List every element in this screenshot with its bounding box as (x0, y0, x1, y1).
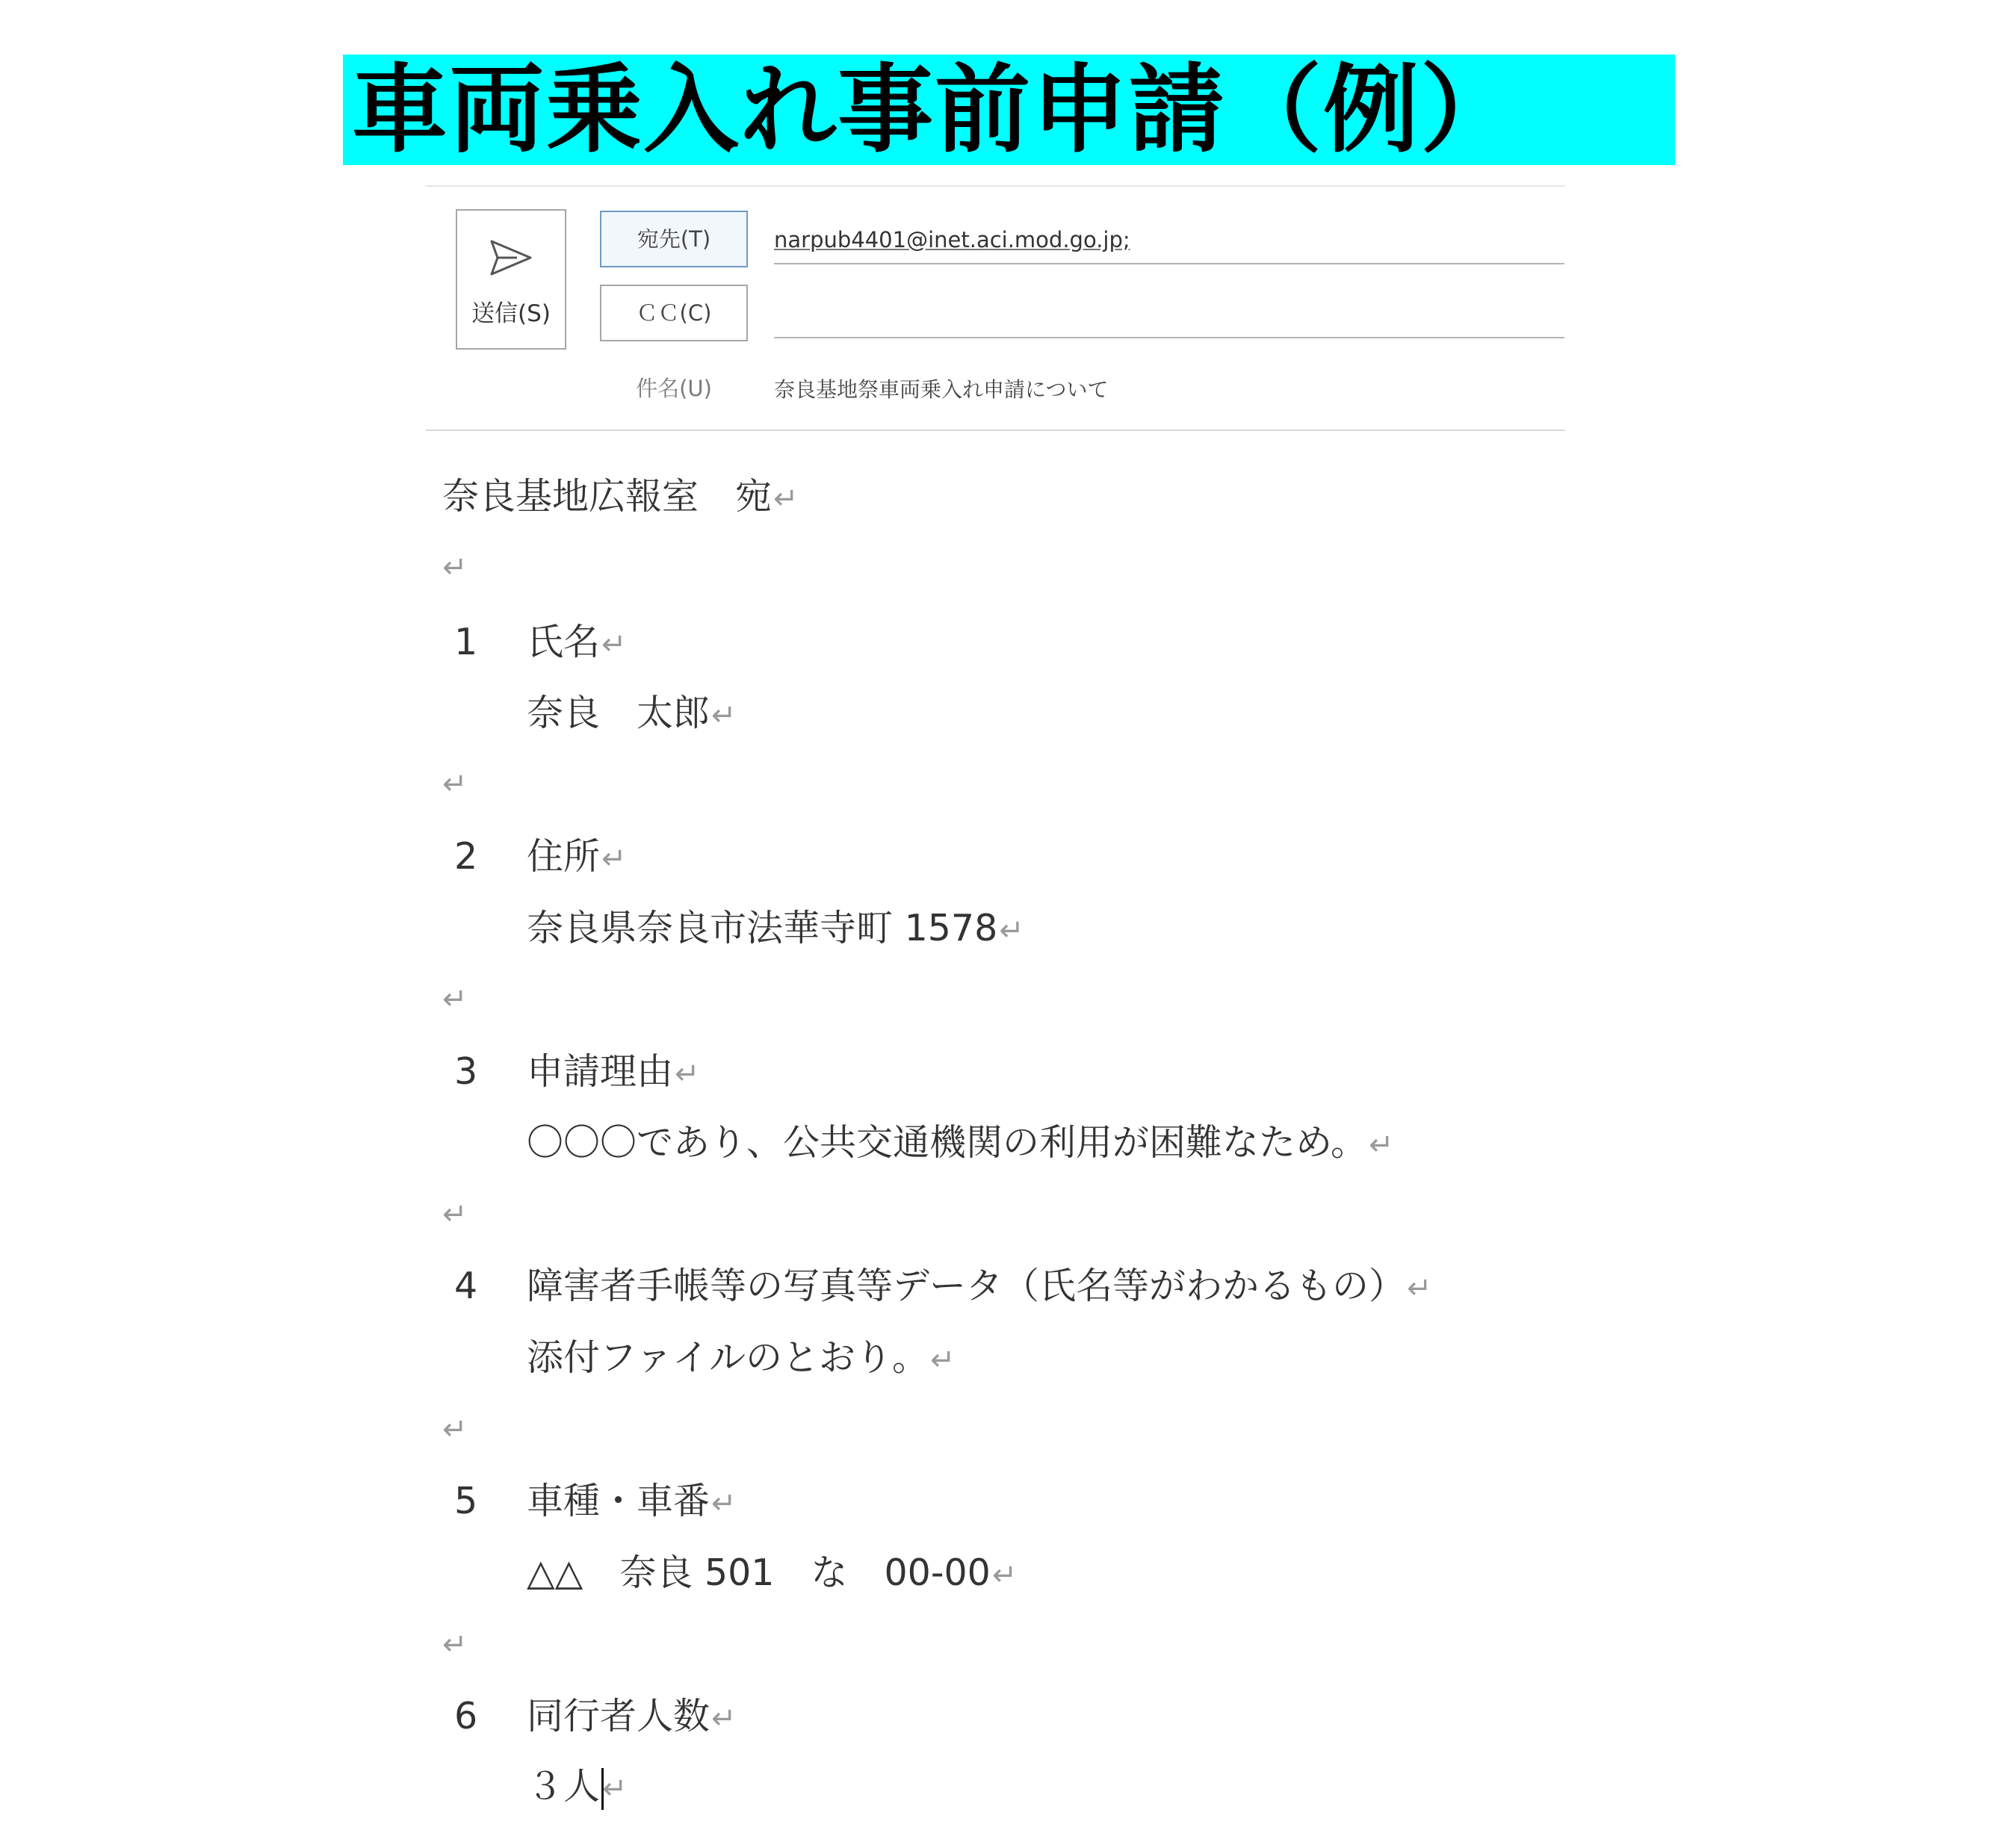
item-heading-line[interactable] (527, 1694, 737, 1741)
item-value-line[interactable] (527, 1120, 1394, 1168)
item-value: 〇〇〇であり、公共交通機関の利用が困難なため。 (527, 1121, 1368, 1164)
item-number: 1 (454, 621, 478, 663)
paragraph-mark: ↵ (773, 482, 799, 516)
send-icon (487, 237, 535, 279)
paragraph-mark: ↵ (1369, 1128, 1394, 1162)
empty-line[interactable]: ↵ (442, 551, 468, 585)
paragraph-mark: ↵ (601, 627, 627, 662)
paragraph-mark: ↵ (675, 1057, 700, 1091)
addressee-line[interactable] (442, 474, 799, 521)
empty-line[interactable]: ↵ (442, 1628, 468, 1662)
item-number: 6 (454, 1695, 478, 1737)
item-heading-line[interactable] (527, 1479, 737, 1526)
item-value: 奈良県奈良市法華寺町 1578 (527, 907, 998, 949)
item-number: 2 (454, 835, 478, 878)
item-value: △△ 奈良 501 な 00-00 (527, 1551, 991, 1594)
paragraph-mark: ↵ (602, 1772, 628, 1806)
item-number: 4 (454, 1265, 478, 1307)
send-button[interactable] (456, 209, 566, 350)
subject-field[interactable]: 奈良基地祭車両乗入れ申請について (774, 377, 1109, 402)
item-heading: 障害者手帳等の写真等データ（氏名等がわかるもの） (527, 1265, 1406, 1307)
paragraph-mark: ↵ (930, 1343, 956, 1377)
item-value-line[interactable] (527, 1336, 956, 1383)
banner-title: 車両乗入れ事前申請（例） (352, 54, 1518, 166)
to-button[interactable]: 宛先(T) (600, 211, 748, 267)
item-heading: 同行者人数 (527, 1695, 710, 1737)
title-banner (343, 55, 1675, 165)
paragraph-mark: ↵ (1407, 1271, 1432, 1306)
item-value-line[interactable] (527, 691, 737, 738)
paragraph-mark: ↵ (999, 914, 1024, 948)
paragraph-mark: ↵ (711, 698, 737, 733)
item-value: ３人 (527, 1765, 601, 1808)
cc-button[interactable]: ＣＣ(C) (600, 285, 748, 341)
empty-line[interactable]: ↵ (442, 1197, 468, 1232)
item-value: 奈良 太郎 (527, 692, 710, 734)
addressee: 奈良基地広報室 宛 (442, 475, 773, 518)
item-value-line[interactable] (527, 906, 1024, 953)
cc-field[interactable] (774, 292, 1564, 338)
item-heading: 申請理由 (527, 1050, 674, 1093)
empty-line[interactable]: ↵ (442, 767, 468, 801)
paragraph-mark: ↵ (601, 842, 627, 876)
email-compose-header (426, 185, 1565, 431)
to-field[interactable] (774, 218, 1564, 264)
item-number: 3 (454, 1050, 478, 1093)
paragraph-mark: ↵ (991, 1558, 1018, 1593)
item-heading: 氏名 (527, 621, 601, 663)
item-heading-line[interactable] (527, 620, 627, 667)
item-heading: 車種・車番 (527, 1480, 710, 1522)
empty-line[interactable]: ↵ (442, 982, 468, 1017)
item-heading-line[interactable] (527, 1049, 700, 1097)
empty-line[interactable]: ↵ (442, 1413, 468, 1447)
paragraph-mark: ↵ (711, 1702, 737, 1736)
item-value-line[interactable] (527, 1764, 628, 1811)
paragraph-mark: ↵ (711, 1486, 737, 1521)
item-heading-line[interactable] (527, 834, 627, 881)
item-value-line[interactable] (527, 1551, 1017, 1598)
item-value: 添付ファイルのとおり。 (527, 1336, 929, 1379)
send-label: 送信(S) (471, 300, 551, 327)
item-heading: 住所 (527, 835, 601, 878)
item-number: 5 (454, 1480, 478, 1522)
subject-label: 件名(U) (636, 376, 712, 401)
item-heading-line[interactable] (527, 1264, 1432, 1311)
to-recipient[interactable]: narpub4401@inet.aci.mod.go.jp; (774, 227, 1130, 252)
